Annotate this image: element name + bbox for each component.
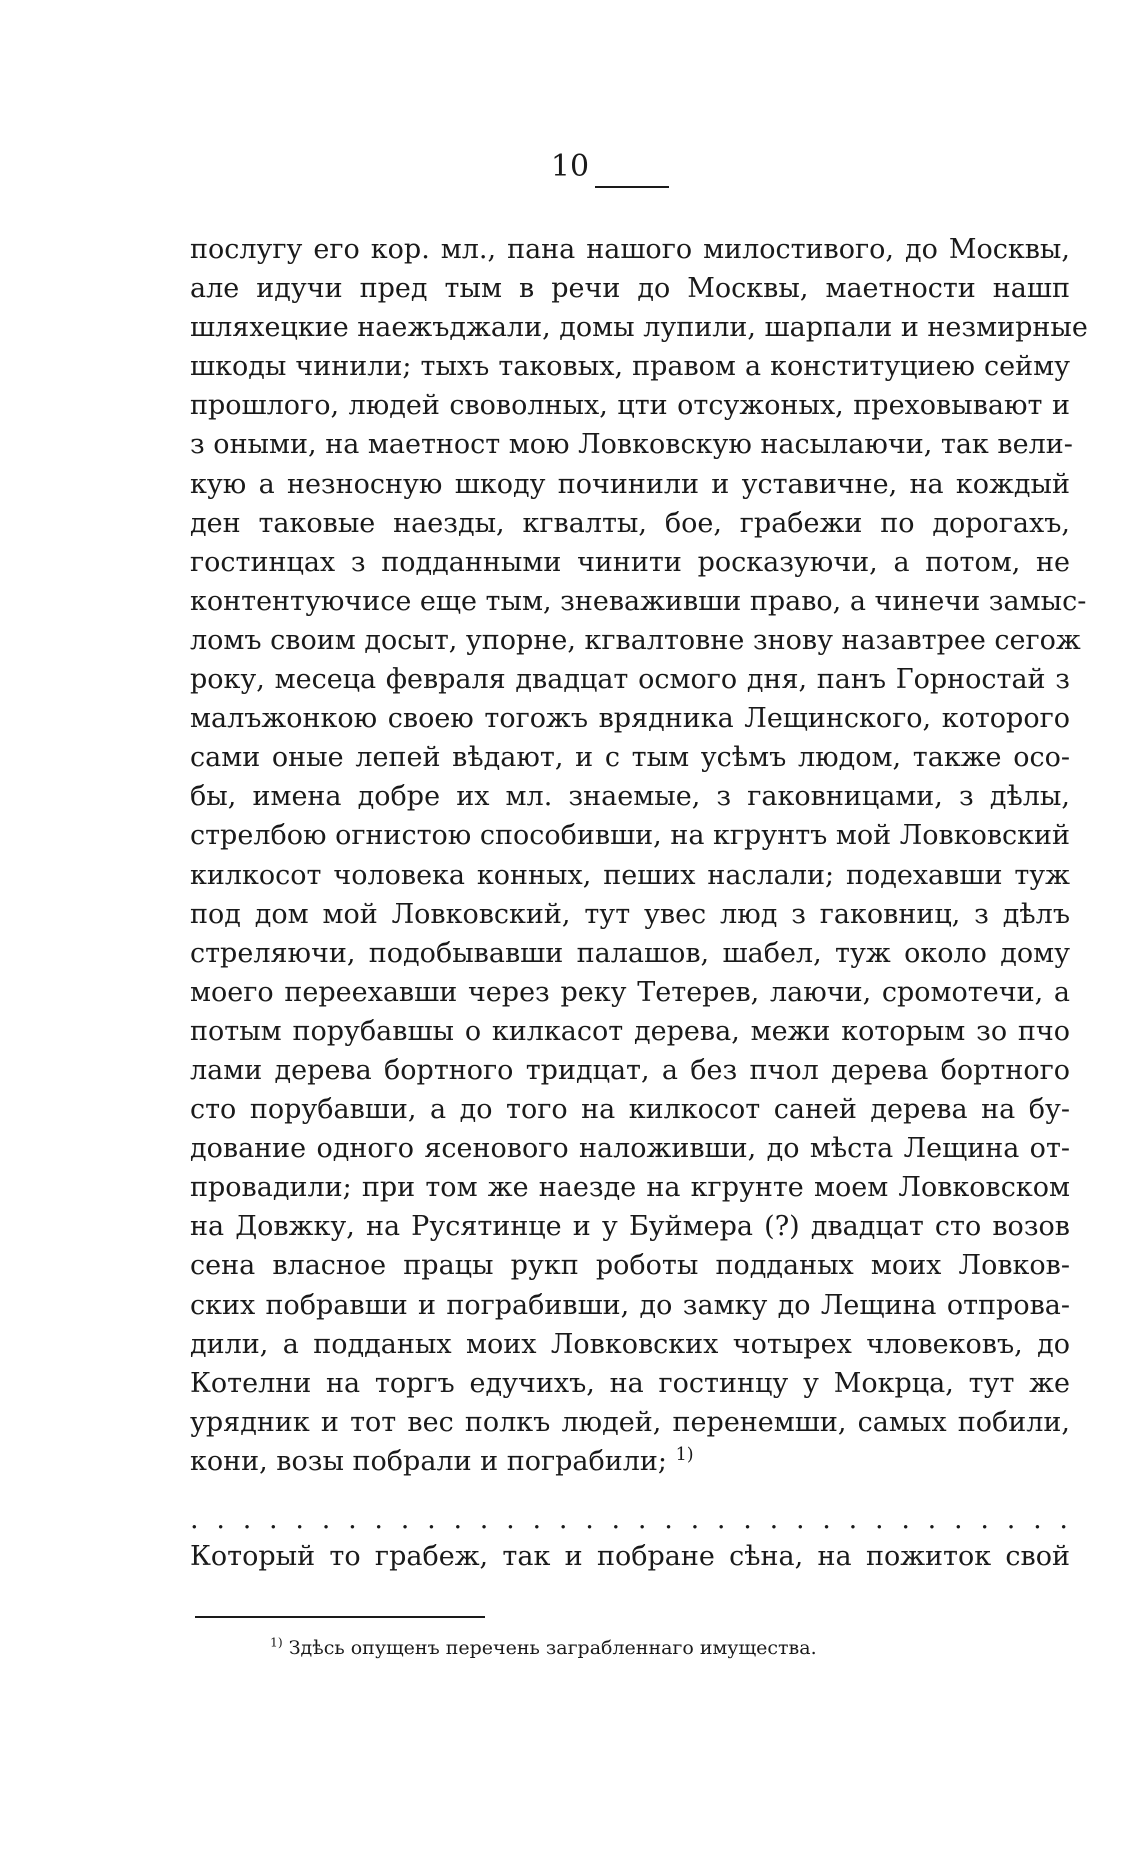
text-line: ских побравши и пограбивши, до замку до Лещина отпрова-: [190, 1289, 1070, 1321]
text-line: дование одного ясенового наложивши, до мѣста Лещина от-: [190, 1133, 1070, 1165]
text-line: шкоды чинили; тыхъ таковых, правом а конституциею сейму: [190, 351, 1070, 383]
body-text: [190, 230, 1088, 1481]
text-line: сена власное працы рукп роботы подданых моих Ловков-: [190, 1250, 1070, 1282]
text-line: гостинцах з подданными чинити росказуючи, а потом, не: [190, 546, 1070, 578]
text-line: Котелни на торгъ едучихъ, на гостинцу у Мокрца, тут же: [190, 1367, 1070, 1399]
footnote-divider: [195, 1616, 485, 1618]
last-line-text: кони, возы побрали и пограбили;: [190, 1445, 668, 1477]
text-line: послугу его кор. мл., пана нашого милостивого, до Москвы,: [190, 234, 1070, 265]
text-line: але идучи пред тым в речи до Москвы, маетности нашп: [190, 273, 1070, 305]
text-line: на Довжку, на Русятинце и у Буймера (?) двадцат сто возов: [190, 1211, 1070, 1243]
text-line: з оными, на маетност мою Ловковскую насылаючи, так вели-: [190, 429, 1073, 461]
text-line: провадили; при том же наезде на кгрунте моем Ловковском: [190, 1172, 1070, 1204]
text-line: шляхецкие наежъджали, домы лупили, шарпали и незмирные: [190, 312, 1088, 344]
text-line: дили, а подданых моих Ловковских чотырех чловековъ, до: [190, 1328, 1070, 1360]
text-line: лами дерева бортного тридцат, а без пчол дерева бортного: [190, 1054, 1070, 1086]
text-line: прошлого, людей своволных, цти отсужоных, преховывают и: [190, 390, 1070, 422]
text-line: потым порубавшы о килкасот дерева, межи которым зо пчо: [190, 1015, 1070, 1047]
footnote-mark: 1): [270, 1635, 283, 1650]
text-line: малъжонкою своею тогожъ врядника Лещинского, которого: [190, 703, 1070, 735]
text-line: року, месеца февраля двадцат осмого дня, панъ Горностай з: [190, 664, 1070, 696]
text-line: сами оные лепей вѣдают, и с тым усѣмъ людом, также осо-: [190, 742, 1070, 774]
footnote: [270, 1635, 1050, 1661]
text-line: кую а незносную шкоду починили и уставичне, на кождый: [190, 468, 1070, 500]
page-number-underline: [595, 186, 669, 188]
text-line: стреляючи, подобывавши палашов, шабел, туж около дому: [190, 937, 1070, 969]
page-number: 10: [550, 149, 590, 184]
text-line: контентуючисе еще тым, зневаживши право, а чинечи замыс-: [190, 585, 1087, 617]
footnote-reference[interactable]: 1): [675, 1444, 694, 1465]
continuation-line: Который то грабеж, так и побране сѣна, на пожиток свой: [190, 1541, 1070, 1572]
text-line: сто порубавши, а до того на килкосот саней дерева на бу-: [190, 1094, 1070, 1126]
footnote-text: Здѣсь опущенъ перечень заграбленнаго имущества.: [288, 1637, 817, 1659]
text-line: урядник и тот вес полкъ людей, перенемши, самых побили,: [190, 1406, 1070, 1438]
text-line: ломъ своим досыт, упорне, кгвалтовне знову назавтрее сегож: [190, 624, 1081, 656]
text-line: стрелбою огнистою способивши, на кгрунтъ мой Ловковский: [190, 820, 1071, 852]
text-line: под дом мой Ловковский, тут увес люд з гаковниц, з дѣлъ: [190, 898, 1070, 930]
text-line: ден таковые наезды, кгвалты, бое, грабежи по дорогахъ,: [190, 507, 1070, 539]
text-line: бы, имена добре их мл. знаемые, з гаковницами, з дѣлы,: [190, 781, 1070, 813]
text-line: моего переехавши через реку Тетерев, лаючи, сромотечи, а: [190, 976, 1070, 1008]
text-line: килкосот чоловека конных, пеших наслали; подехавши туж: [190, 859, 1070, 891]
omission-ellipsis: . . . . . . . . . . . . . . . . . . . . . . . . . . . . . . . . . .: [190, 1504, 1070, 1535]
text-line-last: [190, 1442, 1070, 1481]
